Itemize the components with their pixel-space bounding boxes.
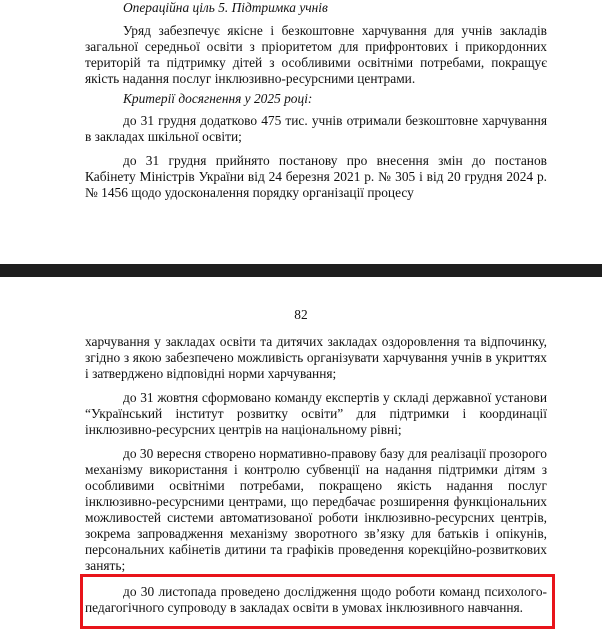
intro-paragraph: Уряд забезпечує якісне і безкоштовне харчування для учнів закладів загальної середньої освіти з пріоритетом для прифронтових і прикордонних територій та підтримку дітей з особливими освітніми потребами, покращує якість надання послуг інклюзивно-ресурсними центрами.	[85, 23, 547, 86]
criteria-heading: Критерії досягнення у 2025 році:	[123, 91, 313, 106]
page-separator	[0, 264, 602, 277]
continued-paragraph: харчування у закладах освіти та дитячих закладах оздоровлення та відпочинку, згідно з якою забезпечено можливість організувати харчування учнів в укриттях і затверджено відповідні норми харчування;	[85, 334, 547, 381]
criteria-item-3: до 31 жовтня сформовано команду експертів у складі державної установи “Український інститут розвитку освіти” для підтримки і координації інклюзивно-ресурсних центрів на національному рівні;	[85, 390, 547, 437]
page-number: 82	[294, 307, 308, 322]
document-page-upper	[0, 0, 602, 264]
criteria-item-4: до 30 вересня створено нормативно-правову базу для реалізації прозорого механізму використання і контролю субвенції на надання підтримки дітям з особливими освітніми потребами, покращено якість надання послуг інклюзивно-ресурсними центрами, що передбачає розширення функціональних можливостей системи автоматизованої роботи інклюзивно-ресурсних центрів, зокрема запровадження механізму зворотного зв’язку для батьків і опікунів, персональних кабінетів дитини та графіків проведення корекційно-розвиткових занять;	[85, 446, 547, 573]
highlight-box	[80, 574, 555, 629]
criteria-item-5: до 30 листопада проведено дослідження щодо роботи команд психолого-педагогічного супроводу в закладах освіти в умовах інклюзивного навчання.	[85, 584, 547, 615]
upper-text-block	[85, 0, 547, 201]
criteria-item-2: до 31 грудня прийнято постанову про внесення змін до постанов Кабінету Міністрів України від 24 березня 2021 р. № 305 і від 20 грудня 2024 р. № 1456 щодо удосконалення порядку організації процесу	[85, 153, 547, 200]
section-heading: Операційна ціль 5. Підтримка учнів	[123, 0, 328, 15]
criteria-item-1: до 31 грудня додатково 475 тис. учнів отримали безкоштовне харчування в закладах шкільної освіти;	[85, 113, 547, 144]
